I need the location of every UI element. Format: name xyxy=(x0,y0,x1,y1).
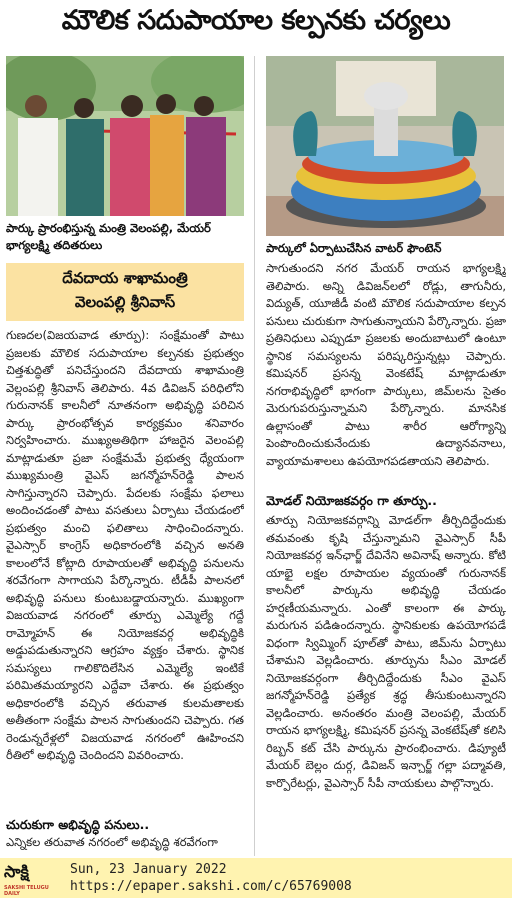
subhead-line-1: దేవదాయ శాఖామంత్రి xyxy=(62,269,188,287)
headline: మౌలిక సదుపాయాల కల్పనకు చర్యలు xyxy=(61,5,451,36)
footer-date: Sun, 23 January 2022 xyxy=(70,862,227,877)
article-right-column-top xyxy=(266,260,506,492)
photo-left-caption: పార్కు ప్రారంభిస్తున్న మంత్రి వెలంపల్లి, మేయర్ భాగ్యలక్ష్మి తదితరులు xyxy=(6,221,211,252)
article-left-body: గుణదల(విజయవాడ తూర్పు): సంక్షేమంతో పాటు ప్రజలకు మౌలిక సదుపాయాల కల్పనకు ప్రభుత్వం చిత్తశుద్ధితో పనిచేస్తుందని దేవదాయ శాఖామంత్రి వెల్లంపల్లి శ్రీనివాస్ తెలిపారు. 4వ డివిజన్ పరిధిలోని గురునానక్ కాలనీలో నూతనంగా అభివృద్ధి పరిచిన పార్కు ప్రారంభోత్సవ కార్యక్రమం శనివారం నిర్వహించారు. ముఖ్యఅతిథిగా హాజరైన వెలంపల్లి మాట్లాడుతూ ప్రజా సంక్షేమమే ప్రభుత్వ ధ్యేయంగా ముఖ్యమంత్రి వైఎస్ జగన్మోహన్‌రెడ్డి పాలన సాగిస్తున్నారని చెప్పారు. పేదలకు సంక్షేమ ఫలాలు అందించడంతో పాటు వసతులు ఏర్పాటు చేయడంలో ప్రభుత్వం మంచి ఫలితాలు సాధించిందన్నారు. వైఎస్సార్ కాంగ్రెస్ అధికారంలోకి వచ్చిన అనతి కాలంలోనే కోట్లాది రూపాయలతో అభివృద్ధి పనులను శరవేగంగా సాగాయని పేర్కొన్నారు. టీడీపీ పాలనలో అభివృద్ధి పనులు కుంటుబడ్డాయన్నారు. ముఖ్యంగా విజయవాడ నగరంలో తూర్పు ఎమ్మెల్యే గద్దే రామ్మోహన్ ఈ నియోజకవర్గ అభివృద్ధికి అడ్డుపడుతున్నారని ఆగ్రహం వ్యక్తం చేశారు. స్థానిక సమస్యలు గాలికొదిలేసిన ఎమ్మెల్యే ఇంటికే పరిమితమయ్యారని ఎద్దేవా చేశారు. ఈ ప్రభుత్వం అధికారంలోకి వచ్చిన తరువాత కులమతాలకు అతీతంగా సంక్షేమ పాలన సాగుతుందని చెప్పారు. గత రెండున్నరేళ్లలో విజయవాడ నగరంలో ఊహించని రీతిలో అభివృద్ధి చెందిందని వివరించారు. xyxy=(6,328,244,762)
article-right-body-a: సాగుతుందని నగర మేయర్ రాయన భాగ్యలక్ష్మి తెలిపారు. అన్ని డివిజన్‌లలో రోడ్లు, తాగునీరు, విద్యుత్, యూజీడీ వంటి మౌలిక సదుపాయాల కల్పన పనులు చురుకుగా సాగుతున్నాయని పేర్కొన్నారు. ప్రజా ప్రతినిధులు ఎప్పుడూ ప్రజలకు అందుబాటులో ఉంటూ స్థానిక సమస్యలను పరిష్కరిస్తున్నట్లు చెప్పారు. కమిషనర్ ప్రసన్న వెంకటేష్ మాట్లాడుతూ నగరాభివృద్ధిలో భాగంగా పార్కులు, జిమ్‌లను సైతం మెరుగుపరుస్తున్నామని పేర్కొన్నారు. మానసిక ఉల్లాసంతో పాటు శారీర ఆరోగ్యాన్ని పెంపొందించుకునేందుకు ఉద్యానవనాలు, వ్యాయామశాలలు ఉపయోగపడతాయని తెలిపారు. xyxy=(266,261,506,468)
article-right-column-bottom xyxy=(266,512,506,852)
right-section-heading: మోడల్ నియోజకవర్గం గా తూర్పు.. xyxy=(266,493,437,508)
logo-text: సాక్షి xyxy=(4,862,29,881)
sakshi-logo xyxy=(4,862,60,897)
article-right-body-b: తూర్పు నియోజకవర్గాన్ని మోడల్‌గా తీర్చిదిద్దేందుకు తమవంతు కృషి చేస్తున్నామని వైఎస్సార్ సీపీ నియోజకవర్గ ఇన్‌ఛార్జ్ దేవినేని అవినాష్ అన్నారు. కోటి యాభై లక్షల రూపాయల వ్యయంతో గురునానక్ కాలనీలో పార్కును అభివృద్ధి చేయడం హర్షణీయమన్నారు. ఎంతో కాలంగా ఈ పార్కు మరుగున పడిఉందన్నారు. స్థానికులకు ఉపయోగపడే విధంగా స్విమ్మింగ్ పూల్‌తో పాటు, జిమ్‌ను ఏర్పాటు చేశామని వెల్లడించారు. తూర్పును సీఎం మోడల్ నియోజకవర్గంగా తీర్చిదిద్దేందుకు సీఎం వైఎస్ జగన్మోహన్‌రెడ్డి ప్రత్యేక శ్రద్ధ తీసుకుంటున్నారని వెల్లడించారు. అనంతరం మంత్రి వెలంపల్లి, మేయర్ రాయన భాగ్యలక్ష్మి, కమిషనర్ ప్రసన్న వెంకటేష్‌తో కలిసి రిబ్బన్ కట్ చేసి పార్కును ప్రారంభించారు. డిప్యూటీ మేయర్ బెల్లం దుర్గ, డివిజన్ ఇన్చార్జ్ గల్లా పద్మావతి, కార్పొరేటర్లు, వైఎస్సార్ సీపీ నాయకులు పాల్గొన్నారు. xyxy=(266,513,506,790)
article-left-column xyxy=(6,327,244,799)
photo-park-inauguration-image xyxy=(6,56,244,216)
photo-water-fountain-image xyxy=(266,56,504,236)
photo-park-inauguration xyxy=(6,56,244,216)
subhead-line-2: వెలంపల్లి శ్రీనివాస్ xyxy=(74,293,176,311)
subhead xyxy=(6,266,244,314)
left-section-text: ఎన్నికల తరువాత నగరంలో అభివృద్ధి శరవేగంగా xyxy=(6,835,218,849)
left-section-heading: చురుకుగా అభివృద్ధి పనులు.. xyxy=(6,817,150,832)
column-divider xyxy=(254,56,255,856)
logo-subtitle: SAKSHI TELUGU DAILY xyxy=(4,885,49,897)
photo-water-fountain xyxy=(266,56,504,236)
footer-url[interactable]: https://epaper.sakshi.com/c/65769008 xyxy=(70,879,352,894)
photo-right-caption: పార్కులో ఏర్పాటుచేసిన వాటర్ ఫౌంటెన్ xyxy=(266,241,442,255)
